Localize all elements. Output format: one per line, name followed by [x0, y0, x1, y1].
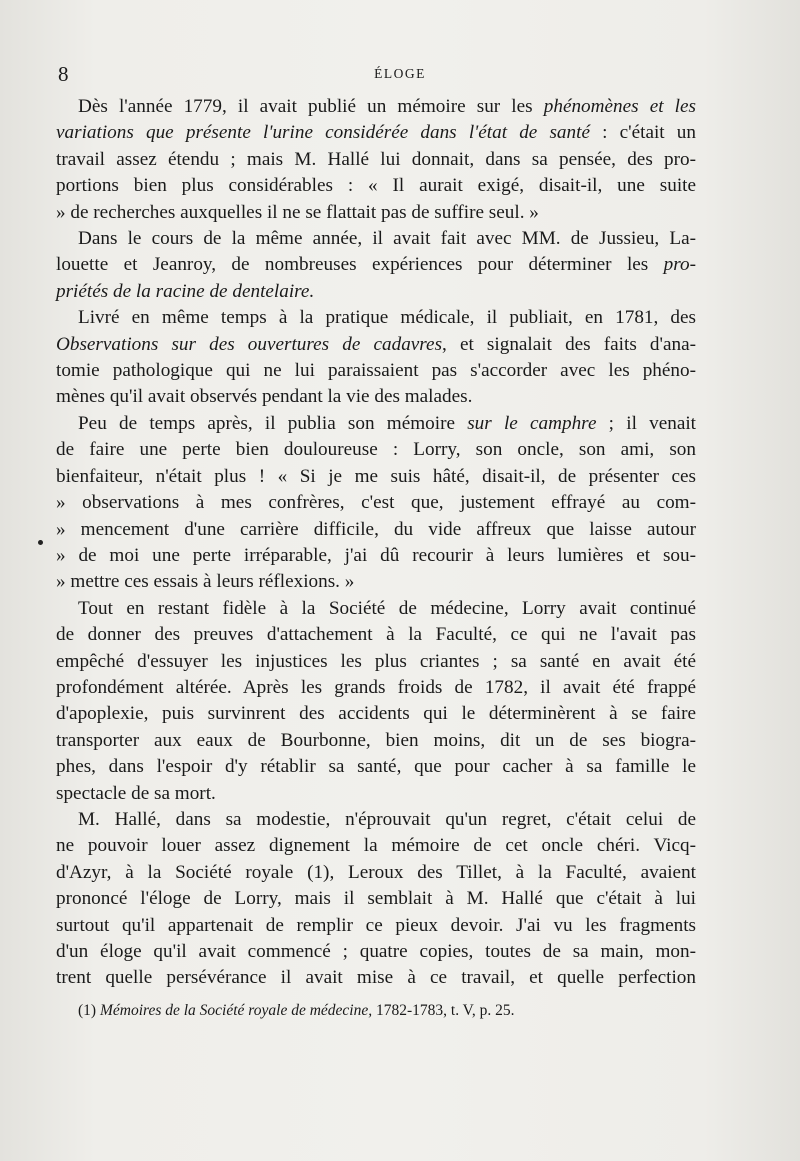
text-line: [56, 437, 696, 463]
text-line: [56, 332, 696, 358]
text-line: [56, 411, 696, 437]
text-run: bienfaiteur, n'était plus ! « Si je me suis hâté, disait-il, de présenter ces: [56, 465, 696, 487]
text-line: [56, 147, 696, 173]
text-run: Tout en restant fidèle à la Société de médecine, Lorry avait continué: [78, 597, 696, 619]
text-line: [56, 517, 696, 543]
text-line: [56, 965, 696, 991]
text-line: [56, 490, 696, 516]
body-text: [56, 94, 696, 992]
text-line: [56, 200, 696, 226]
italic-text: pro-: [663, 254, 696, 276]
text-line: [56, 860, 696, 886]
text-run: » mettre ces essais à leurs réflexions. »: [56, 571, 355, 593]
text-run: ; il venait: [596, 412, 696, 434]
ink-speck: [38, 540, 43, 545]
text-line: [56, 94, 696, 120]
text-run: » de recherches auxquelles il ne se flattait pas de suffire seul. »: [56, 201, 539, 223]
footnote-marker: (1): [78, 1002, 97, 1019]
text-line: [56, 305, 696, 331]
text-run: transporter aux eaux de Bourbonne, bien moins, dit un de ses biogra-: [56, 729, 696, 751]
italic-text: variations que présente l'urine considérée dans l'état de santé: [56, 122, 590, 144]
text-run: d'apoplexie, puis survinrent des accidents qui le déterminèrent à se faire: [56, 703, 696, 725]
text-line: [56, 649, 696, 675]
text-run: Peu de temps après, il publia son mémoire: [78, 412, 468, 434]
footnote-details: 1782-1783, t. V, p. 25.: [375, 1002, 515, 1019]
text-run: Dès l'année 1779, il avait publié un mémoire sur les: [78, 96, 544, 117]
italic-text: sur le camphre: [467, 412, 597, 434]
text-run: spectacle de sa mort.: [56, 782, 216, 804]
text-line: [56, 596, 696, 622]
text-run: : c'était un: [589, 122, 696, 144]
text-line: [56, 252, 696, 278]
text-line: [56, 622, 696, 648]
text-line: [56, 807, 696, 833]
text-run: Dans le cours de la même année, il avait fait avec MM. de Jussieu, La-: [78, 228, 696, 250]
text-line: [56, 358, 696, 384]
text-run: surtout qu'il appartenait de remplir ce pieux devoir. J'ai vu les fragments: [56, 914, 696, 936]
text-line: [56, 120, 696, 146]
text-line: [56, 886, 696, 912]
text-run: de faire une perte bien douloureuse : Lorry, son oncle, son ami, son: [56, 439, 696, 461]
text-line: [56, 833, 696, 859]
text-line: [56, 781, 696, 807]
page-number: 8: [58, 62, 69, 86]
text-line: [56, 701, 696, 727]
text-run: de donner des preuves d'attachement à la Faculté, ce qui ne l'avait pas: [56, 624, 696, 646]
text-run: mènes qu'il avait observés pendant la vie des malades.: [56, 386, 473, 408]
text-run: , et signalait des faits d'ana-: [442, 333, 696, 355]
text-run: louette et Jeanroy, de nombreuses expériences pour déterminer les: [56, 254, 664, 276]
text-line: [56, 279, 696, 305]
text-run: d'Azyr, à la Société royale (1), Leroux des Tillet, à la Faculté, avaient: [56, 861, 696, 883]
text-line: [56, 543, 696, 569]
text-run: empêché d'essuyer les injustices les plus criantes ; sa santé en avait été: [56, 650, 696, 672]
text-line: [56, 464, 696, 490]
text-run: ne pouvoir louer assez dignement la mémoire de cet oncle chéri. Vicq-: [56, 835, 696, 857]
text-run: M. Hallé, dans sa modestie, n'éprouvait qu'un regret, c'était celui de: [78, 808, 696, 830]
text-run: prononcé l'éloge de Lorry, mais il semblait à M. Hallé que c'était à lui: [56, 888, 696, 910]
running-title: ÉLOGE: [374, 66, 426, 81]
text-run: tomie pathologique qui ne lui paraissaient pas s'accorder avec les phéno-: [56, 360, 696, 382]
text-line: [56, 754, 696, 780]
text-run: d'un éloge qu'il avait commencé ; quatre copies, toutes de sa main, mon-: [56, 941, 696, 962]
text-line: [56, 384, 696, 410]
text-run: travail assez étendu ; mais M. Hallé lui donnait, dans sa pensée, des pro-: [56, 148, 696, 170]
italic-text: phénomènes et les: [543, 96, 696, 117]
text-line: [56, 226, 696, 252]
text-run: » observations à mes confrères, c'est que, justement effrayé au com-: [56, 492, 696, 514]
text-line: [56, 569, 696, 595]
text-run: Livré en même temps à la pratique médicale, il publiait, en 1781, des: [78, 307, 696, 329]
text-run: » mencement d'une carrière difficile, du vide affreux que laisse autour: [56, 518, 696, 540]
italic-text: Observations sur des ouvertures de cadavres: [56, 333, 443, 355]
text-run: » de moi une perte irréparable, j'ai dû recourir à leurs lumières et sou-: [56, 544, 696, 566]
text-line: [56, 728, 696, 754]
text-line: [56, 675, 696, 701]
text-line: [56, 913, 696, 939]
footnote-title: Mémoires de la Société royale de médecine,: [99, 1002, 373, 1019]
text-run: profondément altérée. Après les grands froids de 1782, il avait été frappé: [56, 676, 696, 698]
text-run: phes, dans l'espoir d'y rétablir sa santé, que pour cacher à sa famille le: [56, 756, 696, 778]
text-line: [56, 939, 696, 965]
italic-text: priétés de la racine de dentelaire.: [56, 280, 315, 302]
text-line: [56, 173, 696, 199]
footnote: [78, 1002, 515, 1020]
text-run: portions bien plus considérables : « Il aurait exigé, disait-il, une suite: [56, 175, 696, 197]
text-run: trent quelle persévérance il avait mise à ce travail, et quelle perfection: [56, 967, 696, 989]
